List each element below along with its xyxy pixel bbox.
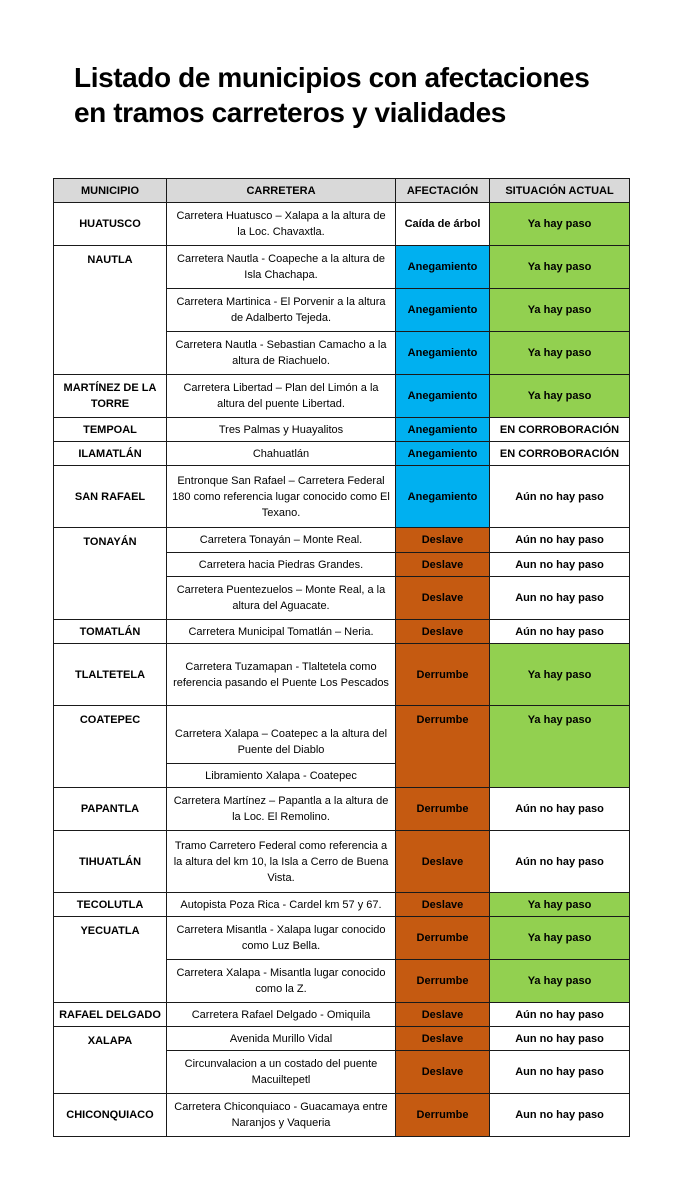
situacion-cell: Aún no hay paso [490,466,630,528]
afectacion-cell: Derrumbe [396,788,490,831]
afectacion-cell: Anegamiento [396,375,490,418]
carretera-cell: Carretera Chiconquiaco - Guacamaya entre Naranjos y Vaqueria [167,1094,396,1137]
carretera-cell: Avenida Murillo Vidal [167,1027,396,1051]
table-row [54,788,630,831]
affectations-table [53,178,630,1137]
afectacion-cell: Anegamiento [396,466,490,528]
table-row [54,917,630,960]
table-row [54,418,630,442]
table-row [54,375,630,418]
afectacion-cell: Derrumbe [396,644,490,706]
situacion-cell: Ya hay paso [490,960,630,1003]
municipio-cell: CHICONQUIACO [54,1094,167,1137]
afectacion-cell: Deslave [396,577,490,620]
municipio-cell: HUATUSCO [54,203,167,246]
situacion-cell: Aun no hay paso [490,1051,630,1094]
situacion-cell: Aún no hay paso [490,528,630,553]
table-row [54,1094,630,1137]
table-row [54,1003,630,1027]
table-row [54,246,630,289]
situacion-cell: Aun no hay paso [490,577,630,620]
afectacion-cell: Derrumbe [396,1094,490,1137]
situacion-cell: Ya hay paso [490,917,630,960]
situacion-cell: Aún no hay paso [490,620,630,644]
situacion-cell: Ya hay paso [490,644,630,706]
municipio-cell: SAN RAFAEL [54,466,167,528]
header-municipio: MUNICIPIO [54,179,167,203]
municipio-cell: YECUATLA [54,917,167,1003]
carretera-cell: Carretera Municipal Tomatlán – Neria. [167,620,396,644]
carretera-cell: Carretera Xalapa - Misantla lugar conocido como la Z. [167,960,396,1003]
afectacion-cell: Deslave [396,1003,490,1027]
municipio-cell: TEMPOAL [54,418,167,442]
carretera-cell: Libramiento Xalapa - Coatepec [167,764,396,788]
page-title [74,60,589,130]
municipio-cell: TLALTETELA [54,644,167,706]
table-row [54,644,630,706]
carretera-cell: Carretera hacia Piedras Grandes. [167,553,396,577]
carretera-cell: Carretera Misantla - Xalapa lugar conocido como Luz Bella. [167,917,396,960]
title-line-1: Listado de municipios con afectaciones [74,62,590,93]
situacion-cell: Ya hay paso [490,375,630,418]
table-row [54,203,630,246]
carretera-cell: Autopista Poza Rica - Cardel km 57 y 67. [167,893,396,917]
municipio-cell: COATEPEC [54,706,167,788]
situacion-cell: Ya hay paso [490,893,630,917]
afectacion-cell: Anegamiento [396,289,490,332]
carretera-cell: Carretera Martínez – Papantla a la altura de la Loc. El Remolino. [167,788,396,831]
situacion-cell: Ya hay paso [490,289,630,332]
carretera-cell: Carretera Tuzamapan - Tlaltetela como referencia pasando el Puente Los Pescados [167,644,396,706]
municipio-cell: TONAYÁN [54,528,167,620]
municipio-cell: RAFAEL DELGADO [54,1003,167,1027]
situacion-cell: Aun no hay paso [490,1094,630,1137]
municipio-cell: TIHUATLÁN [54,831,167,893]
situacion-cell: Aún no hay paso [490,1003,630,1027]
afectacion-cell: Deslave [396,553,490,577]
header-situacion: SITUACIÓN ACTUAL [490,179,630,203]
situacion-cell: EN CORROBORACIÓN [490,442,630,466]
afectacion-cell: Deslave [396,1027,490,1051]
carretera-cell: Carretera Puentezuelos – Monte Real, a la altura del Aguacate. [167,577,396,620]
table-row [54,831,630,893]
situacion-cell: Ya hay paso [490,706,630,788]
afectacion-cell: Deslave [396,893,490,917]
carretera-cell: Tramo Carretero Federal como referencia a la altura del km 10, la Isla a Cerro de Buena Vista. [167,831,396,893]
situacion-cell: Aún no hay paso [490,831,630,893]
table-row [54,466,630,528]
afectacion-cell: Deslave [396,831,490,893]
carretera-cell: Chahuatlán [167,442,396,466]
afectacion-cell: Anegamiento [396,246,490,289]
municipio-cell: TECOLUTLA [54,893,167,917]
carretera-cell: Carretera Nautla - Coapeche a la altura de Isla Chachapa. [167,246,396,289]
header-afectacion: AFECTACIÓN [396,179,490,203]
carretera-cell: Carretera Rafael Delgado - Omiquila [167,1003,396,1027]
table-row [54,1027,630,1051]
table-row [54,528,630,553]
carretera-cell: Carretera Libertad – Plan del Limón a la altura del puente Libertad. [167,375,396,418]
afectacion-cell: Deslave [396,620,490,644]
afectacion-cell: Caída de árbol [396,203,490,246]
municipio-cell: XALAPA [54,1027,167,1094]
afectacion-cell: Derrumbe [396,960,490,1003]
municipio-cell: PAPANTLA [54,788,167,831]
situacion-cell: Aun no hay paso [490,1027,630,1051]
municipio-cell: TOMATLÁN [54,620,167,644]
carretera-cell: Carretera Xalapa – Coatepec a la altura del Puente del Diablo [167,706,396,764]
title-line-2: en tramos carreteros y vialidades [74,97,506,128]
header-carretera: CARRETERA [167,179,396,203]
afectacion-cell: Deslave [396,1051,490,1094]
table-row [54,442,630,466]
afectacion-cell: Anegamiento [396,332,490,375]
carretera-cell: Carretera Martinica - El Porvenir a la altura de Adalberto Tejeda. [167,289,396,332]
table-row [54,706,630,764]
carretera-cell: Carretera Huatusco – Xalapa a la altura de la Loc. Chavaxtla. [167,203,396,246]
afectacion-cell: Anegamiento [396,418,490,442]
situacion-cell: Ya hay paso [490,332,630,375]
afectacion-cell: Derrumbe [396,917,490,960]
table-row [54,893,630,917]
carretera-cell: Entronque San Rafael – Carretera Federal 180 como referencia lugar conocido como El Texano. [167,466,396,528]
carretera-cell: Carretera Nautla - Sebastian Camacho a la altura de Riachuelo. [167,332,396,375]
carretera-cell: Circunvalacion a un costado del puente Macuiltepetl [167,1051,396,1094]
municipio-cell: MARTÍNEZ DE LA TORRE [54,375,167,418]
afectacion-cell: Derrumbe [396,706,490,788]
municipio-cell: ILAMATLÁN [54,442,167,466]
carretera-cell: Carretera Tonayán – Monte Real. [167,528,396,553]
situacion-cell: Ya hay paso [490,203,630,246]
table-header-row [54,179,630,203]
situacion-cell: Ya hay paso [490,246,630,289]
afectacion-cell: Deslave [396,528,490,553]
situacion-cell: EN CORROBORACIÓN [490,418,630,442]
carretera-cell: Tres Palmas y Huayalitos [167,418,396,442]
afectacion-cell: Anegamiento [396,442,490,466]
situacion-cell: Aun no hay paso [490,553,630,577]
municipio-cell: NAUTLA [54,246,167,375]
situacion-cell: Aún no hay paso [490,788,630,831]
table-row [54,620,630,644]
